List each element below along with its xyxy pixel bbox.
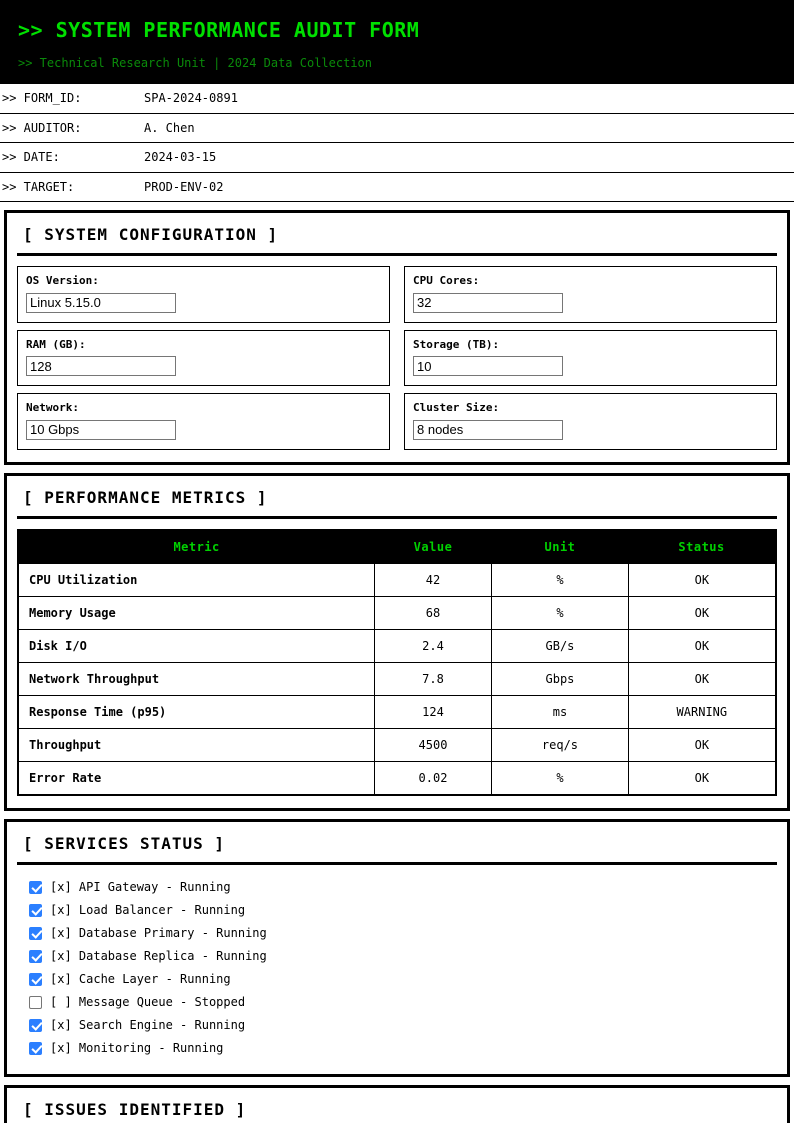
checkbox-unchecked-icon[interactable] — [29, 996, 42, 1009]
issues-identified-section — [4, 1085, 790, 1123]
service-label: [x] Database Primary - Running — [50, 926, 267, 940]
column-header-status: Status — [628, 530, 776, 564]
config-label: CPU Cores: — [413, 274, 480, 287]
cpu-cores-input[interactable] — [413, 293, 563, 313]
metadata-value: 2024-03-15 — [144, 150, 217, 165]
metric-value-cell: 42 — [374, 563, 491, 596]
table-body — [18, 563, 776, 795]
metric-name-cell: Network Throughput — [18, 662, 374, 695]
metric-status-cell: OK — [628, 563, 776, 596]
network-input[interactable] — [26, 420, 176, 440]
config-label: OS Version: — [26, 274, 99, 287]
performance-metrics-section — [4, 473, 790, 811]
checkbox-checked-icon[interactable] — [29, 904, 42, 917]
config-cell-ram — [17, 330, 390, 387]
section-title-services-status: [ SERVICES STATUS ] — [23, 833, 226, 853]
service-item-load-balancer[interactable] — [19, 899, 777, 922]
metric-unit-cell: % — [492, 761, 628, 795]
service-label: [x] Search Engine - Running — [50, 1018, 246, 1032]
metric-value-cell: 7.8 — [374, 662, 491, 695]
metadata-value: PROD-ENV-02 — [144, 179, 224, 194]
metadata-value: A. Chen — [144, 120, 195, 135]
metric-value-cell: 0.02 — [374, 761, 491, 795]
metadata-row-auditor — [0, 114, 794, 144]
config-label: Cluster Size: — [413, 401, 500, 414]
form-metadata-list — [0, 84, 794, 202]
service-label: [x] Database Replica - Running — [50, 949, 267, 963]
service-item-database-replica[interactable] — [19, 945, 777, 968]
section-divider — [17, 516, 777, 519]
metadata-value: SPA-2024-0891 — [144, 91, 238, 106]
metric-unit-cell: req/s — [492, 728, 628, 761]
ram-input[interactable] — [26, 356, 176, 376]
config-cell-cluster-size — [404, 393, 777, 450]
metric-name-cell: Response Time (p95) — [18, 695, 374, 728]
metadata-row-form-id — [0, 84, 794, 114]
storage-input[interactable] — [413, 356, 563, 376]
metric-value-cell: 124 — [374, 695, 491, 728]
services-list — [17, 875, 777, 1062]
page-subtitle: >> Technical Research Unit | 2024 Data Collection — [18, 56, 373, 70]
column-header-value: Value — [374, 530, 491, 564]
metric-unit-cell: GB/s — [492, 629, 628, 662]
table-row — [18, 629, 776, 662]
checkbox-checked-icon[interactable] — [29, 927, 42, 940]
checkbox-checked-icon[interactable] — [29, 973, 42, 986]
checkbox-checked-icon[interactable] — [29, 881, 42, 894]
service-label: [ ] Message Queue - Stopped — [50, 995, 246, 1009]
config-label: Network: — [26, 401, 79, 414]
checkbox-checked-icon[interactable] — [29, 1019, 42, 1032]
metric-name-cell: CPU Utilization — [18, 563, 374, 596]
section-divider — [17, 253, 777, 256]
metric-unit-cell: Gbps — [492, 662, 628, 695]
service-item-api-gateway[interactable] — [19, 876, 777, 899]
table-header — [18, 530, 776, 564]
system-configuration-section — [4, 210, 790, 465]
service-item-database-primary[interactable] — [19, 922, 777, 945]
table-row — [18, 695, 776, 728]
table-row — [18, 662, 776, 695]
metric-unit-cell: ms — [492, 695, 628, 728]
service-item-cache-layer[interactable] — [19, 968, 777, 991]
table-row — [18, 563, 776, 596]
section-title-issues-identified: [ ISSUES IDENTIFIED ] — [23, 1099, 247, 1119]
service-item-message-queue[interactable] — [19, 991, 777, 1014]
metric-status-cell: OK — [628, 728, 776, 761]
cluster-size-input[interactable] — [413, 420, 563, 440]
metric-name-cell: Disk I/O — [18, 629, 374, 662]
metric-status-cell: OK — [628, 761, 776, 795]
configuration-field-grid — [17, 266, 777, 450]
services-status-section — [4, 819, 790, 1077]
section-title-performance-metrics: [ PERFORMANCE METRICS ] — [23, 487, 268, 507]
config-cell-storage — [404, 330, 777, 387]
metric-name-cell: Throughput — [18, 728, 374, 761]
service-label: [x] Cache Layer - Running — [50, 972, 231, 986]
config-label: Storage (TB): — [413, 337, 500, 351]
checkbox-checked-icon[interactable] — [29, 950, 42, 963]
service-item-monitoring[interactable] — [19, 1037, 777, 1060]
service-label: [x] Monitoring - Running — [50, 1041, 224, 1055]
config-label: RAM (GB): — [26, 337, 86, 351]
service-label: [x] API Gateway - Running — [50, 880, 231, 894]
metric-status-cell: OK — [628, 596, 776, 629]
section-divider — [17, 862, 777, 865]
checkbox-checked-icon[interactable] — [29, 1042, 42, 1055]
service-label: [x] Load Balancer - Running — [50, 903, 246, 917]
metric-status-cell: OK — [628, 629, 776, 662]
config-cell-os-version — [17, 266, 390, 323]
metric-name-cell: Error Rate — [18, 761, 374, 795]
column-header-metric: Metric — [18, 530, 374, 564]
performance-metrics-table — [17, 529, 777, 796]
table-header-row — [18, 530, 776, 564]
metric-name-cell: Memory Usage — [18, 596, 374, 629]
page-title: >> SYSTEM PERFORMANCE AUDIT FORM — [18, 18, 420, 42]
metric-value-cell: 2.4 — [374, 629, 491, 662]
section-title-system-configuration: [ SYSTEM CONFIGURATION ] — [23, 225, 279, 244]
metric-value-cell: 68 — [374, 596, 491, 629]
metadata-label: >> TARGET: — [2, 179, 75, 194]
metadata-label: >> FORM_ID: — [2, 91, 82, 106]
table-row — [18, 761, 776, 795]
metric-unit-cell: % — [492, 596, 628, 629]
metadata-row-date — [0, 143, 794, 173]
metadata-label: >> DATE: — [2, 150, 60, 165]
metadata-label: >> AUDITOR: — [2, 120, 82, 135]
column-header-unit: Unit — [492, 530, 628, 564]
metric-value-cell: 4500 — [374, 728, 491, 761]
table-row — [18, 596, 776, 629]
config-cell-cpu-cores — [404, 266, 777, 323]
os-version-input[interactable] — [26, 293, 176, 313]
metadata-row-target — [0, 173, 794, 203]
metric-status-cell: OK — [628, 662, 776, 695]
config-cell-network — [17, 393, 390, 450]
metric-unit-cell: % — [492, 563, 628, 596]
page-header-banner — [0, 0, 794, 84]
service-item-search-engine[interactable] — [19, 1014, 777, 1037]
metric-status-cell: WARNING — [628, 695, 776, 728]
table-row — [18, 728, 776, 761]
